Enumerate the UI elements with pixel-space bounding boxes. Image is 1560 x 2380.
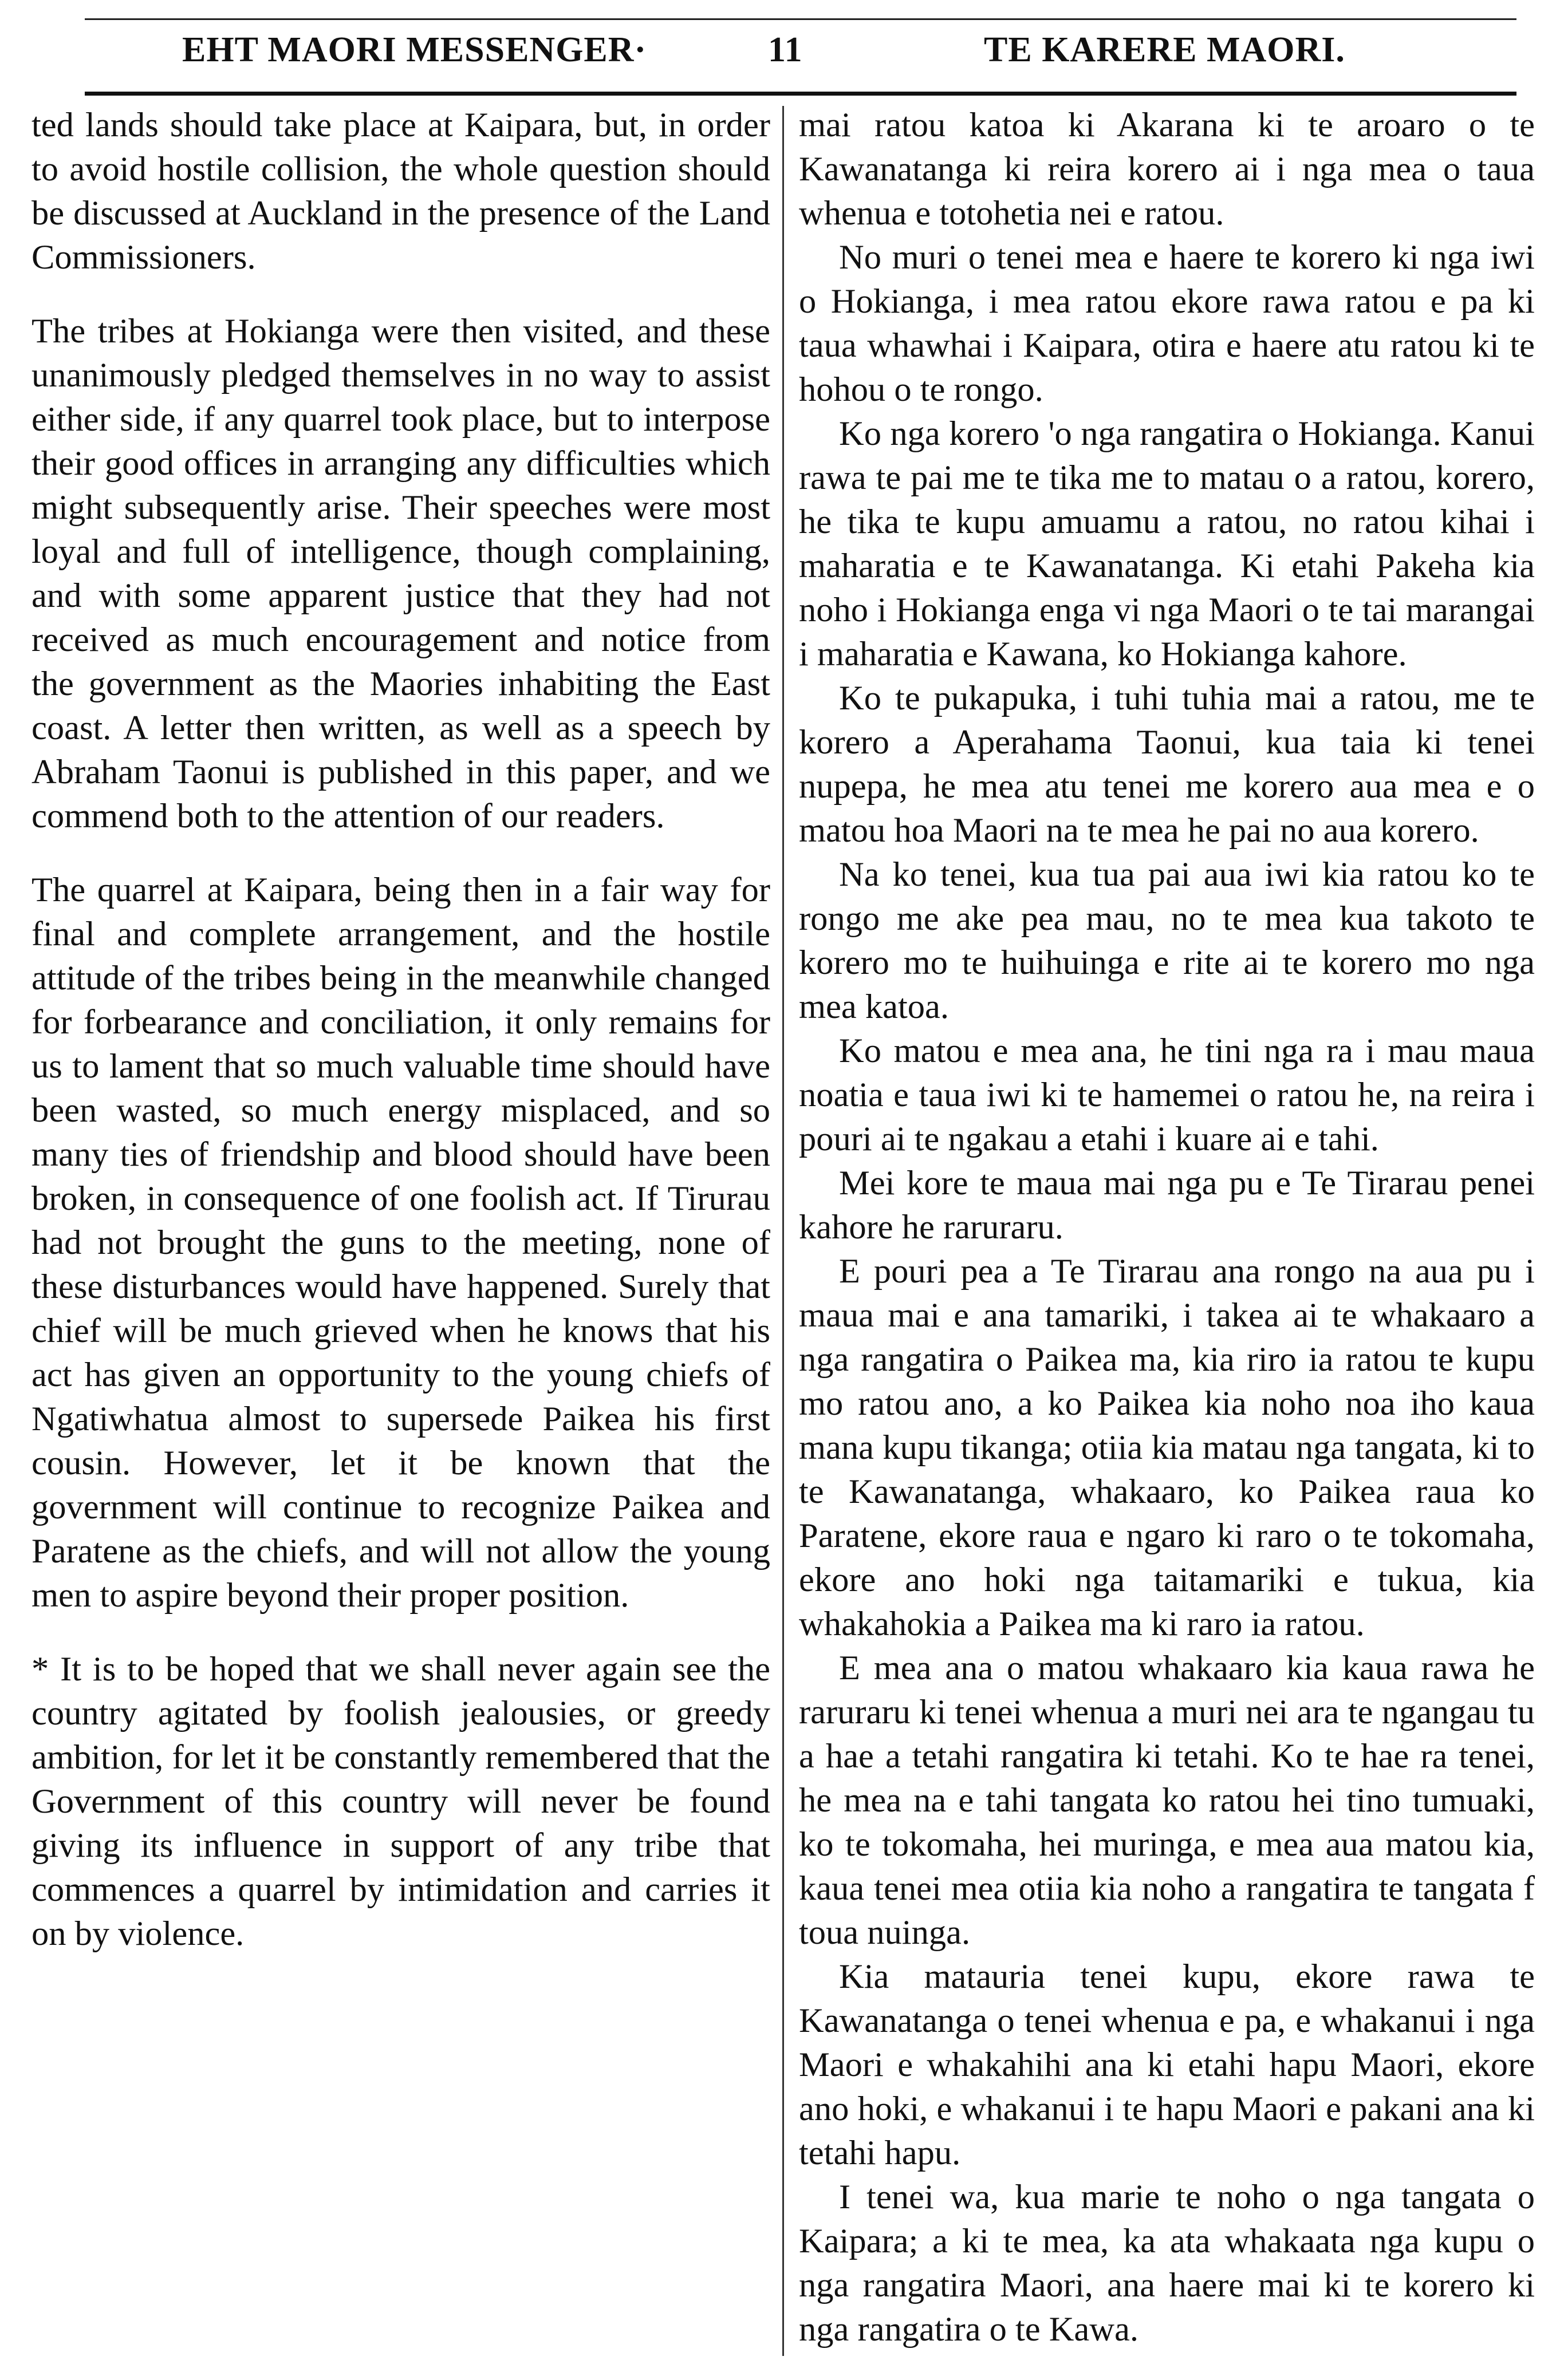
maori-paragraph: Na ko tenei, kua tua pai aua iwi kia ratou ko te rongo me ake pea mau, no te mea kua takoto te korero mo te huihuinga e rite ai te korero mo nga mea katoa.	[799, 855, 1535, 1026]
english-paragraph: The quarrel at Kaipara, being then in a fair way for final and complete arrangement, and the hostile attitude of the tribes being in the meanwhile changed for forbearance and conciliation, it only remains for us to lament that so much valuable time should have been wasted, so much energy misplaced, and so many ties of friendship and blood should have been broken, in consequence of one foolish act. If Tirurau had not brought the guns to the meeting, none of these disturbances would have happened. Surely that chief will be much grieved when he knows that his act has given an opportunity to the young chiefs of Ngatiwhatua almost to supersede Paikea his first cousin. However, let it be known that the government will continue to recognize Paikea and Paratene as the chiefs, and will not allow the young men to aspire beyond their proper position.	[31, 871, 770, 1615]
maori-paragraph: Ko te pukapuka, i tuhi tuhia mai a ratou, me te korero a Aperahama Taonui, kua taia ki tenei nupepa, he mea atu tenei me korero aua mea e o matou hoa Maori na te mea he pai no aua korero.	[799, 679, 1535, 850]
maori-paragraph: Kia matauria tenei kupu, ekore rawa te Kawanatanga o tenei whenua e pa, e whakanui i nga Maori e whakahihi ana ki etahi hapu Maori, ekore ano hoki, e whakanui i te hapu Maori e pakani ana ki tetahi hapu.	[799, 1957, 1535, 2172]
maori-paragraph: Ko matou e mea ana, he tini nga ra i mau maua noatia e taua iwi ki te hamemei o ratou he, na reira i pouri ai te ngakau a etahi i kuare ai e tahi.	[799, 1032, 1535, 1158]
english-paragraph: * It is to be hoped that we shall never again see the country agitated by foolish jealousies, or greedy ambition, for let it be constantly remembered that the Government of this country will never be found giving its influence in support of any tribe that commences a quarrel by intimidation and carries it on by violence.	[31, 1650, 770, 1953]
top-rule	[85, 18, 1516, 20]
english-paragraph: The tribes at Hokianga were then visited, and these unanimously pledged themselves in no way to assist either side, if any quarrel took place, but to interpose their good offices in arranging any difficulties which might subsequently arise. Their speeches were most loyal and full of intelligence, though complaining, and with some apparent justice that they had not received as much encouragement and notice from the government as the Maories inhabiting the East coast. A letter then written, as well as a speech by Abraham Taonui is published in this paper, and we commend both to the attention of our readers.	[31, 312, 770, 835]
maori-column	[799, 103, 1535, 2370]
english-title: EHT MAORI MESSENGER·	[182, 30, 647, 69]
maori-paragraph: mai ratou katoa ki Akarana ki te aroaro o te Kawanatanga ki reira korero ai i nga mea o taua whenua e totohetia nei e ratou.	[799, 106, 1535, 232]
header-rule	[85, 92, 1516, 96]
english-paragraph: ted lands should take place at Kaipara, but, in order to avoid hostile collision, the whole question should be discussed at Auckland in the presence of the Land Commissioners.	[31, 106, 770, 277]
maori-paragraph: E mea ana o matou whakaaro kia kaua rawa he raruraru ki tenei whenua a muri nei ara te ngangau tu a hae a tetahi rangatira ki tetahi. Ko te hae ra tenei, he mea na e tahi tangata ko ratou hei tino tumuaki, ko te tokomaha, hei muringa, e mea aua matou kia, kaua tenei mea otiia kia noho a rangatira te tangata f toua nuinga.	[799, 1649, 1535, 1952]
english-column	[31, 103, 770, 2370]
masthead	[85, 13, 1516, 76]
column-divider	[782, 106, 784, 2356]
maori-paragraph: Ko nga korero 'o nga rangatira o Hokianga. Kanui rawa te pai me te tika me to matau o a ratou, korero, he tika te kupu amuamu a ratou, no ratou kihai i maharatia e te Kawanatanga. Ki etahi Pakeha kia noho i Hokianga enga vi nga Maori o te tai marangai i maharatia e Kawana, ko Hokianga kahore.	[799, 415, 1535, 673]
maori-paragraph: I tenei wa, kua marie te noho o nga tangata o Kaipara; a ki te mea, ka ata whakaata nga kupu o nga rangatira Maori, ana haere mai ki te korero ki nga rangatira o te Kawa.	[799, 2178, 1535, 2349]
maori-paragraph: Mei kore te maua mai nga pu e Te Tirarau penei kahore he raruraru.	[799, 1164, 1535, 1246]
maori-title: TE KARERE MAORI.	[984, 30, 1345, 69]
page-number: 11	[768, 30, 803, 69]
maori-paragraph: E pouri pea a Te Tirarau ana rongo na aua pu i maua mai e ana tamariki, i takea ai te whakaaro a nga rangatira o Paikea ma, kia riro ia ratou te kupu mo ratou ano, a ko Paikea kia noho noa iho kaua mana kupu tikanga; otiia kia matau nga tangata, ki to te Kawanatanga, whakaaro, ko Paikea raua ko Paratene, ekore raua e ngaro ki raro o te tokomaha, ekore ano hoki nga taitamariki e tukua, kia whakahokia a Paikea ma ki raro ia ratou.	[799, 1252, 1535, 1643]
maori-paragraph: No muri o tenei mea e haere te korero ki nga iwi o Hokianga, i mea ratou ekore rawa ratou e pa ki taua whawhai i Kaipara, otira e haere atu ratou ki te hohou o te rongo.	[799, 238, 1535, 409]
